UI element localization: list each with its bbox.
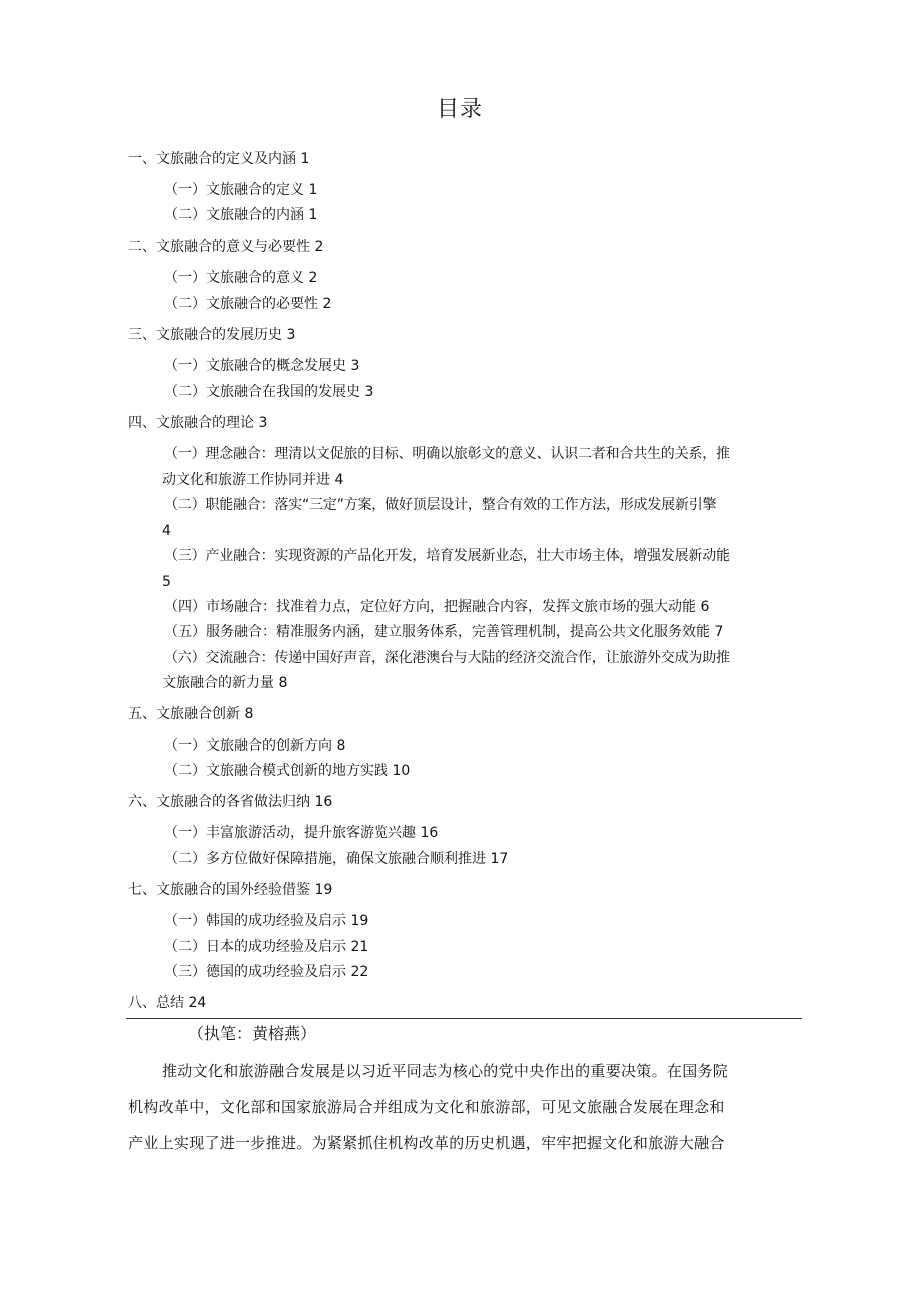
- toc-chapter-8[interactable]: 八、总结 24: [128, 995, 207, 1011]
- author-byline: （执笔：黄榕燕）: [188, 1024, 317, 1043]
- toc-section-6-2[interactable]: （二）多方位做好保障措施，确保文旅融合顺利推进 17: [164, 851, 509, 867]
- toc-section-2-1[interactable]: （一）文旅融合的意义 2: [164, 270, 318, 286]
- toc-section-4-2[interactable]: （二）职能融合：落实“三定”方案，做好顶层设计，整合有效的工作方法，形成发展新引擎: [164, 497, 717, 513]
- toc-section-4-1[interactable]: （一）理念融合：理清以文促旅的目标、明确以旅彰文的意义、认识二者和合共生的关系，推: [164, 446, 730, 462]
- toc-section-1-1[interactable]: （一）文旅融合的定义 1: [164, 182, 318, 198]
- toc-section-4-4[interactable]: （四）市场融合：找准着力点，定位好方向，把握融合内容，发挥文旅市场的强大动能 6: [164, 599, 710, 615]
- toc-section-5-1[interactable]: （一）文旅融合的创新方向 8: [164, 738, 346, 754]
- toc-section-4-3[interactable]: （三）产业融合：实现资源的产品化开发，培育发展新业态，壮大市场主体，增强发展新动能: [164, 548, 730, 564]
- toc-section-3-2[interactable]: （二）文旅融合在我国的发展史 3: [164, 384, 374, 400]
- toc-section-4-6-cont[interactable]: 文旅融合的新力量 8: [162, 675, 288, 691]
- toc-section-4-6[interactable]: （六）交流融合：传递中国好声音，深化港澳台与大陆的经济交流合作，让旅游外交成为助推: [164, 650, 730, 666]
- page-title: 目录: [436, 97, 483, 122]
- toc-chapter-5[interactable]: 五、文旅融合创新 8: [128, 706, 254, 722]
- toc-section-7-1[interactable]: （一）韩国的成功经验及启示 19: [164, 913, 369, 929]
- body-paragraph-line-1: 推动文化和旅游融合发展是以习近平同志为核心的党中央作出的重要决策。在国务院: [162, 1062, 729, 1080]
- toc-section-3-1[interactable]: （一）文旅融合的概念发展史 3: [164, 358, 360, 374]
- toc-section-4-5[interactable]: （五）服务融合：精准服务内涵，建立服务体系，完善管理机制，提高公共文化服务效能 7: [164, 624, 724, 640]
- toc-section-4-2-cont[interactable]: 4: [162, 523, 171, 539]
- toc-chapter-7[interactable]: 七、文旅融合的国外经验借鉴 19: [128, 882, 333, 898]
- toc-chapter-6[interactable]: 六、文旅融合的各省做法归纳 16: [128, 794, 333, 810]
- toc-chapter-2[interactable]: 二、文旅融合的意义与必要性 2: [128, 239, 324, 255]
- toc-chapter-4[interactable]: 四、文旅融合的理论 3: [128, 415, 268, 431]
- toc-chapter-3[interactable]: 三、文旅融合的发展历史 3: [128, 327, 296, 343]
- toc-section-4-1-cont[interactable]: 动文化和旅游工作协同并进 4: [162, 472, 344, 488]
- toc-section-7-2[interactable]: （二）日本的成功经验及启示 21: [164, 939, 369, 955]
- toc-section-1-2[interactable]: （二）文旅融合的内涵 1: [164, 207, 318, 223]
- body-paragraph-line-2: 机构改革中，文化部和国家旅游局合并组成为文化和旅游部，可见文旅融合发展在理念和: [128, 1098, 725, 1116]
- toc-section-7-3[interactable]: （三）德国的成功经验及启示 22: [164, 964, 369, 980]
- toc-section-6-1[interactable]: （一）丰富旅游活动，提升旅客游览兴趣 16: [164, 825, 439, 841]
- toc-chapter-1[interactable]: 一、文旅融合的定义及内涵 1: [128, 151, 310, 167]
- divider-line: [126, 1018, 802, 1019]
- body-paragraph-line-3: 产业上实现了进一步推进。为紧紧抓住机构改革的历史机遇，牢牢把握文化和旅游大融合: [128, 1134, 725, 1152]
- toc-section-5-2[interactable]: （二）文旅融合模式创新的地方实践 10: [164, 763, 411, 779]
- toc-section-2-2[interactable]: （二）文旅融合的必要性 2: [164, 296, 332, 312]
- toc-section-4-3-cont[interactable]: 5: [162, 574, 171, 590]
